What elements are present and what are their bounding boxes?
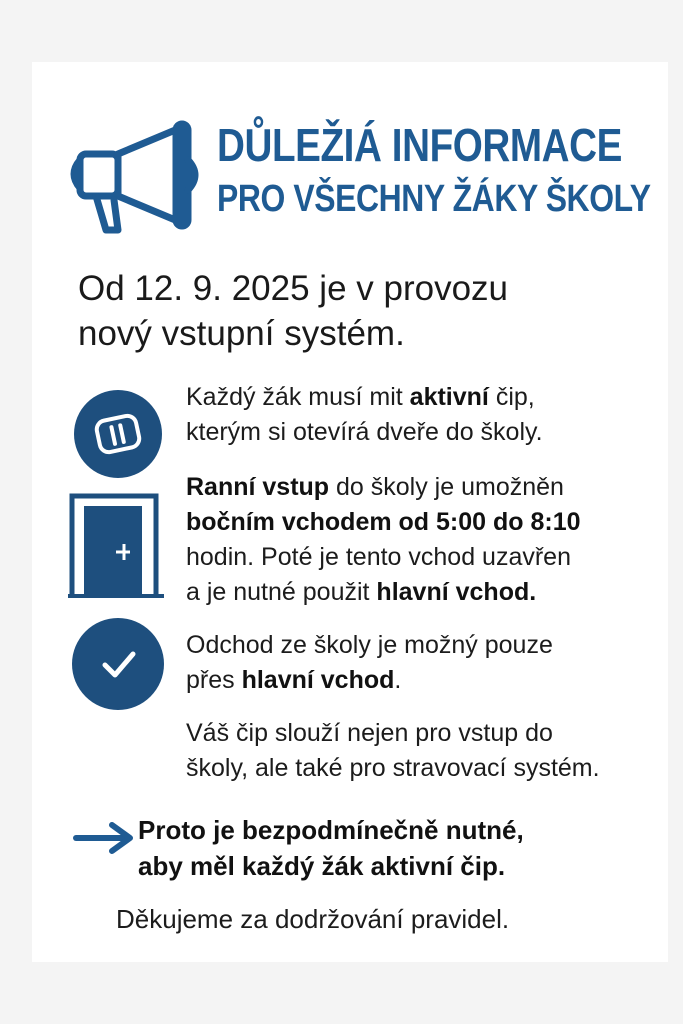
headline-line-2: nový vstupní systém.: [78, 314, 405, 353]
title-line-2: PRO VŠECHNY ŽÁKY ŠKOLY: [217, 178, 651, 220]
megaphone-icon: [62, 120, 212, 240]
arrow-right-icon: [72, 820, 138, 856]
door-text: [186, 470, 581, 610]
chip-line-1: Každý žák musí mit aktivní čip,: [186, 383, 535, 411]
chip-icon-circle: [74, 390, 162, 478]
checkmark-icon-circle: [72, 618, 164, 710]
notice-line-1: Proto je bezpodmínečně nutné,: [138, 815, 524, 845]
title-line-1: DŮLEŽIÁ INFORMACE: [217, 119, 622, 171]
exit-line-1: Odchod ze školy je možný pouze: [186, 631, 553, 659]
exit-text: [186, 628, 553, 698]
thanks-text: Děkujeme za dodržování pravidel.: [116, 904, 510, 934]
notice-sheet: [32, 62, 668, 962]
meal-text: [186, 716, 600, 786]
headline-line-1: Od 12. 9. 2025 je v provozu: [78, 269, 508, 308]
headline: [78, 266, 638, 356]
meal-line-1: Váš čip slouží nejen pro vstup do: [186, 719, 553, 747]
exit-line-2: přes hlavní vchod.: [186, 666, 402, 694]
door-icon: [68, 492, 164, 598]
chip-card-icon: [88, 404, 148, 464]
chip-line-2: kterým si otevírá dveře do školy.: [186, 418, 543, 446]
door-line-4: a je nutné použit hlavní vchod.: [186, 578, 537, 606]
meal-line-2: školy, ale také pro stravovací systém.: [186, 754, 600, 782]
chip-text: [186, 380, 543, 450]
notice-line-2: aby měl každý žák aktivní čip.: [138, 851, 506, 881]
door-line-1: Ranní vstup do školy je umožněn: [186, 473, 564, 501]
door-line-2: bočním vchodem od 5:00 do 8:10: [186, 508, 581, 536]
door-line-3: hodin. Poté je tento vchod uzavřen: [186, 543, 571, 571]
checkmark-icon: [93, 639, 143, 689]
notice-text: [138, 812, 524, 884]
